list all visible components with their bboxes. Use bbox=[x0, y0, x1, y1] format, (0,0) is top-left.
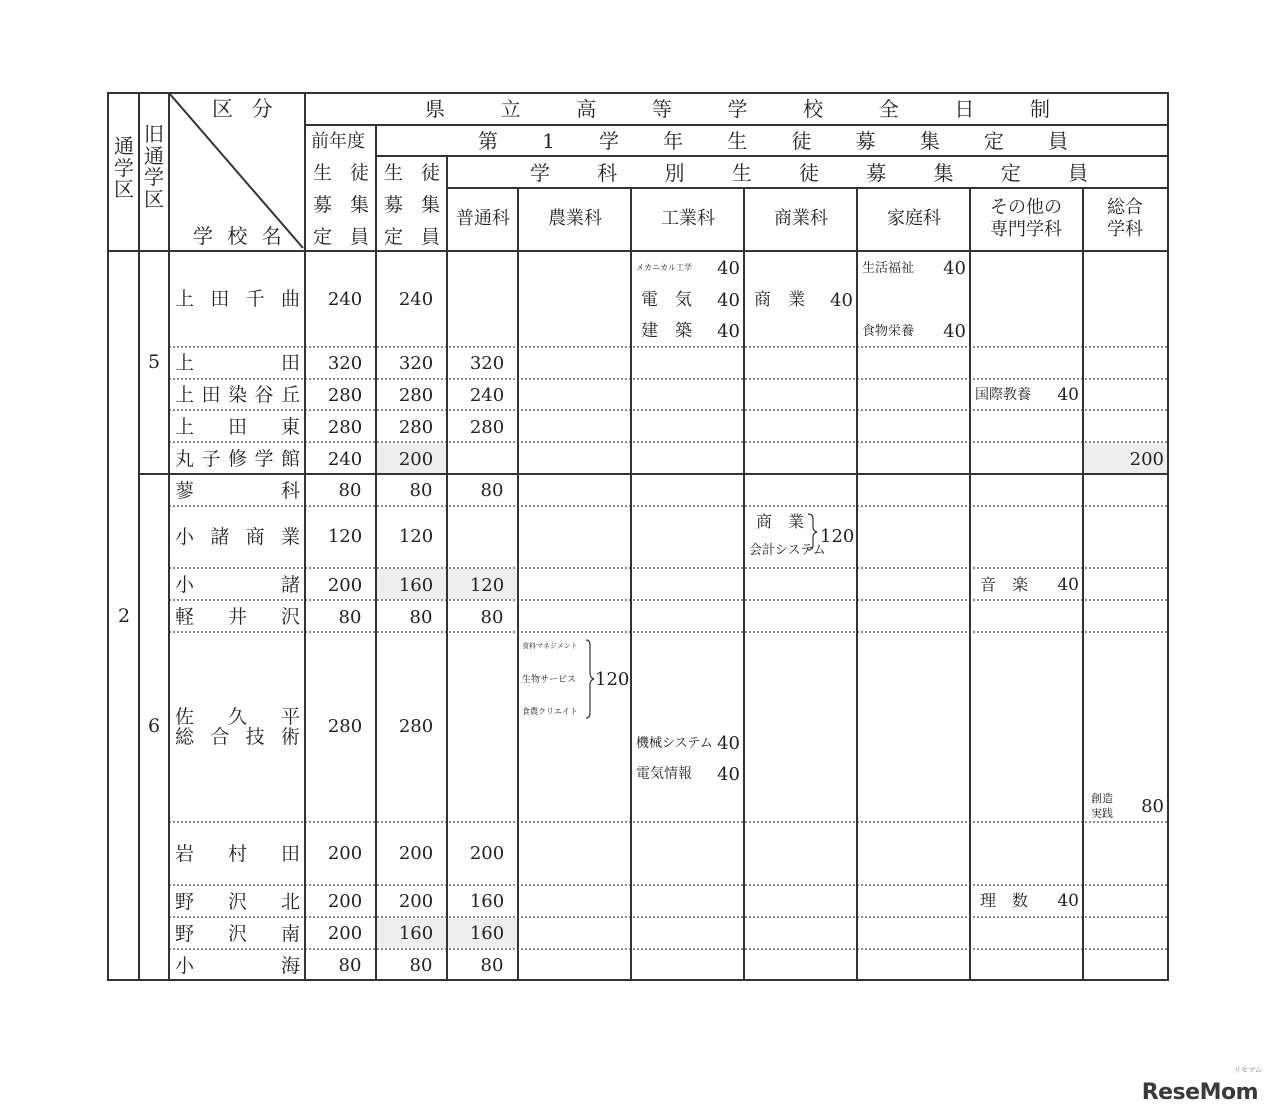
header-col-katei: 家庭科 bbox=[887, 208, 941, 229]
futsu-quota: 200 bbox=[469, 843, 505, 864]
header-tsugaku: 通 学 区 bbox=[114, 134, 134, 202]
futsu-quota: 160 bbox=[469, 923, 505, 944]
cur-quota: 200 bbox=[398, 843, 434, 864]
cur-quota: 280 bbox=[398, 417, 434, 438]
school-name: 上 田 bbox=[175, 352, 300, 374]
shogyo-dept-name: 商 業 bbox=[754, 290, 805, 310]
cur-quota: 80 bbox=[409, 955, 433, 976]
cur-quota: 200 bbox=[398, 891, 434, 912]
katei-dept-value: 40 bbox=[943, 321, 966, 342]
prev-quota: 280 bbox=[327, 385, 363, 406]
katei-dept-name: 生活福祉 bbox=[862, 261, 915, 276]
nogyo-group-item: 生物サービス bbox=[522, 675, 577, 685]
kogyo-dept-value: 40 bbox=[717, 764, 740, 785]
header-col-other-1: その他の bbox=[990, 197, 1062, 218]
katei-dept-name: 食物栄養 bbox=[862, 324, 915, 339]
school-name: 上 田 染 谷 丘 bbox=[175, 384, 300, 406]
cur-quota: 240 bbox=[398, 289, 434, 310]
cur-quota: 80 bbox=[409, 607, 433, 628]
katei-dept-value: 40 bbox=[943, 258, 966, 279]
shogyo-dept-value: 40 bbox=[830, 290, 853, 311]
prev-quota: 200 bbox=[327, 843, 363, 864]
header-kubun: 区 分 bbox=[212, 97, 279, 121]
school-name: 丸 子 修 学 館 bbox=[175, 448, 300, 470]
futsu-quota: 240 bbox=[469, 385, 505, 406]
kogyo-dept-value: 40 bbox=[717, 733, 740, 754]
prev-quota: 120 bbox=[327, 526, 363, 547]
school-name: 小 海 bbox=[175, 955, 300, 977]
header-dai1-boshu-teiin: 第 1 学 年 生 徒 募 集 定 員 bbox=[478, 129, 1068, 153]
prev-quota: 200 bbox=[327, 923, 363, 944]
prev-quota: 280 bbox=[327, 716, 363, 737]
prev-quota: 80 bbox=[338, 955, 362, 976]
kogyo-dept-name: メカニカル工学 bbox=[636, 263, 692, 272]
kogyo-dept-name: 電気情報 bbox=[636, 766, 692, 782]
cur-quota: 160 bbox=[398, 575, 434, 596]
other-dept-name: 理 数 bbox=[980, 891, 1029, 910]
school-name-line1: 佐 久 平 bbox=[175, 706, 300, 728]
header-seito-right: 生 徒 bbox=[384, 162, 440, 184]
header-boshu-left: 募 集 bbox=[313, 194, 369, 216]
kogyo-dept-value: 40 bbox=[717, 258, 740, 279]
old-district-5: 5 bbox=[147, 351, 161, 373]
school-name: 岩 村 田 bbox=[175, 843, 300, 865]
kogyo-dept-name: 電 気 bbox=[641, 290, 692, 310]
header-gakka-betsu: 学 科 別 生 徒 募 集 定 員 bbox=[530, 161, 1088, 185]
futsu-quota: 160 bbox=[469, 891, 505, 912]
other-dept-value: 40 bbox=[1057, 891, 1079, 911]
header-col-sogo-2: 学科 bbox=[1107, 219, 1143, 240]
futsu-quota: 80 bbox=[480, 480, 504, 501]
sogo-dept-name-2: 実践 bbox=[1091, 807, 1113, 820]
nogyo-group-value: 120 bbox=[595, 669, 630, 690]
prev-quota: 80 bbox=[338, 480, 362, 501]
prev-quota: 240 bbox=[327, 449, 363, 470]
sogo-dept-name-1: 創造 bbox=[1091, 792, 1113, 805]
district-number: 2 bbox=[117, 605, 131, 627]
school-name: 小 諸 商 業 bbox=[175, 526, 300, 548]
school-name: 上 田 千 曲 bbox=[175, 288, 300, 310]
prev-quota: 280 bbox=[327, 417, 363, 438]
kogyo-dept-value: 40 bbox=[717, 321, 740, 342]
sogo-quota: 200 bbox=[1129, 449, 1164, 470]
shogyo-group-item: 会計システム bbox=[749, 543, 826, 558]
cur-quota: 80 bbox=[409, 480, 433, 501]
other-dept-value: 40 bbox=[1057, 575, 1079, 595]
old-district-6: 6 bbox=[147, 715, 161, 737]
other-dept-name: 音 楽 bbox=[980, 575, 1029, 594]
school-name: 蓼 科 bbox=[175, 480, 300, 502]
school-name: 軽 井 沢 bbox=[175, 606, 300, 628]
futsu-quota: 120 bbox=[469, 575, 505, 596]
header-gakkou-mei: 学 校 名 bbox=[193, 224, 286, 248]
sogo-dept-value: 80 bbox=[1141, 796, 1164, 817]
logo-subtext: リセマム bbox=[1234, 1066, 1262, 1074]
prev-quota: 240 bbox=[327, 289, 363, 310]
futsu-quota: 280 bbox=[469, 417, 505, 438]
school-name: 上 田 東 bbox=[175, 416, 300, 438]
brace-nogyo bbox=[586, 640, 594, 718]
nogyo-group-item: 食農クリエイト bbox=[522, 707, 578, 716]
header-col-futsu: 普通科 bbox=[456, 208, 510, 229]
header-col-kogyo: 工業科 bbox=[661, 208, 715, 229]
header-boshu-right: 募 集 bbox=[384, 194, 440, 216]
header-kenritsu-zennichisei: 県 立 高 等 学 校 全 日 制 bbox=[425, 97, 1050, 121]
shogyo-group-item: 商 業 bbox=[756, 512, 805, 531]
futsu-quota: 80 bbox=[480, 607, 504, 628]
kogyo-dept-name: 機械システム bbox=[636, 736, 713, 751]
header-kyu-tsugaku: 旧 通 学 区 bbox=[144, 122, 164, 211]
futsu-quota: 320 bbox=[469, 353, 505, 374]
header-col-other-2: 専門学科 bbox=[990, 219, 1062, 240]
prev-quota: 80 bbox=[338, 607, 362, 628]
school-name: 野 沢 北 bbox=[175, 891, 300, 913]
nogyo-group-item: 食料マネジメント bbox=[522, 642, 578, 650]
school-name: 野 沢 南 bbox=[175, 923, 300, 945]
header-teiin-right: 定 員 bbox=[384, 226, 440, 248]
prev-quota: 200 bbox=[327, 891, 363, 912]
header-col-nogyo: 農業科 bbox=[548, 208, 602, 229]
kogyo-dept-name: 建 築 bbox=[641, 321, 692, 341]
prev-quota: 320 bbox=[327, 353, 363, 374]
header-col-shogyo: 商業科 bbox=[774, 208, 828, 229]
cur-quota: 120 bbox=[398, 526, 434, 547]
cur-quota: 320 bbox=[398, 353, 434, 374]
header-zennendo: 前年度 bbox=[311, 131, 365, 152]
cur-quota: 200 bbox=[398, 449, 434, 470]
cur-quota: 160 bbox=[398, 923, 434, 944]
kogyo-dept-value: 40 bbox=[717, 290, 740, 311]
header-col-sogo-1: 総合 bbox=[1107, 197, 1143, 218]
school-name-line2: 総 合 技 術 bbox=[175, 726, 300, 748]
shogyo-group-value: 120 bbox=[820, 526, 855, 547]
resemom-logo: ReseMom bbox=[1141, 1080, 1258, 1105]
header-teiin-left: 定 員 bbox=[313, 226, 369, 248]
header-seito-left: 生 徒 bbox=[313, 162, 369, 184]
other-dept-value: 40 bbox=[1057, 385, 1079, 405]
other-dept-name: 国際教養 bbox=[975, 387, 1031, 403]
cur-quota: 280 bbox=[398, 385, 434, 406]
cur-quota: 280 bbox=[398, 716, 434, 737]
futsu-quota: 80 bbox=[480, 955, 504, 976]
prev-quota: 200 bbox=[327, 575, 363, 596]
school-name: 小 諸 bbox=[175, 574, 300, 596]
